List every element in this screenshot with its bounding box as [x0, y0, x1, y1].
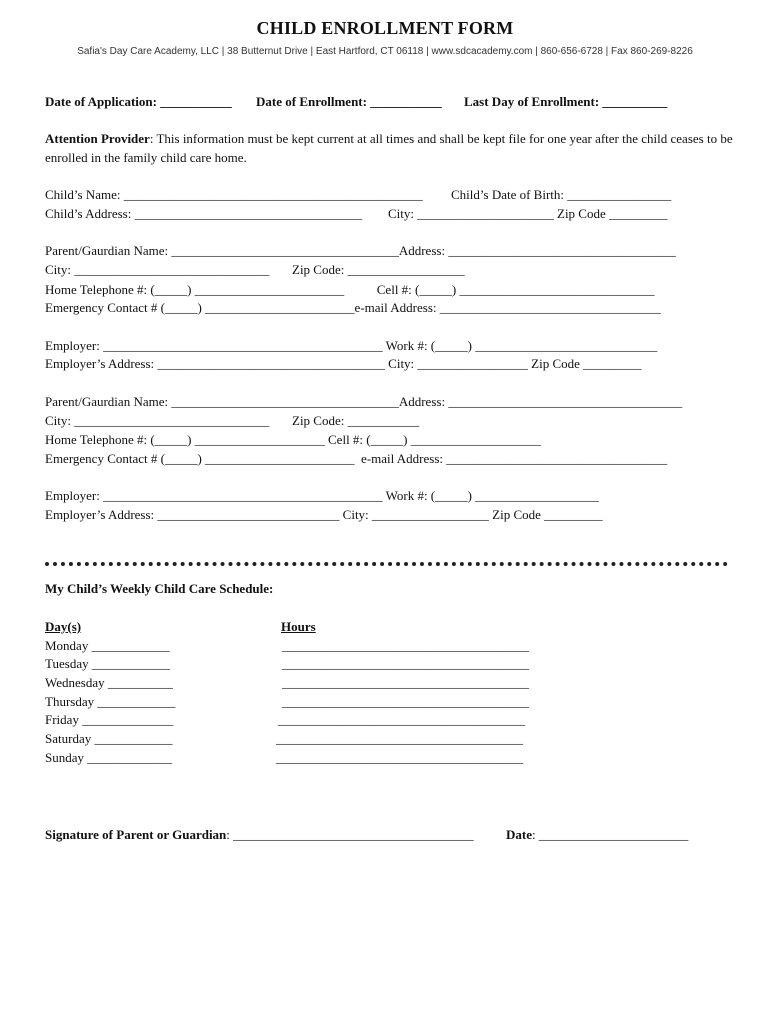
parent1-employer-field[interactable]: Employer: ___________________________________________ Work #: (_____) ____________________________ — [45, 338, 658, 353]
parent2-emergency-email-field[interactable]: Emergency Contact # (_____) _______________________ e-mail Address: __________________________________ — [45, 451, 668, 466]
day-wednesday[interactable]: Wednesday __________ — [45, 675, 173, 690]
last-day-of-enrollment[interactable]: Last Day of Enrollment: __________ — [464, 94, 668, 109]
child-address-field[interactable]: Child’s Address: ___________________________________ — [45, 206, 363, 221]
attention-provider-notice — [45, 129, 735, 167]
attention-text: : This information must be kept current at all times and shall be kept file for one year after the child ceases to be enrolled in the family child care home. — [45, 131, 733, 165]
signature-date-row[interactable] — [506, 827, 688, 843]
parent1-city-zip-field[interactable]: City: ______________________________ Zip Code: __________________ — [45, 262, 465, 277]
day-thursday[interactable]: Thursday ____________ — [45, 694, 176, 709]
schedule-heading: My Child’s Weekly Child Care Schedule: — [45, 581, 274, 596]
parent1-emergency-email-field[interactable]: Emergency Contact # (_____) _______________________e-mail Address: __________________________________ — [45, 300, 661, 315]
date-of-application[interactable]: Date of Application: ___________ — [45, 94, 232, 109]
hours-saturday[interactable]: ______________________________________ — [276, 731, 523, 746]
day-saturday[interactable]: Saturday ____________ — [45, 731, 173, 746]
date-label: Date — [506, 827, 532, 842]
parent2-name-address-field[interactable]: Parent/Gaurdian Name: ___________________________________Address: ____________________________________ — [45, 394, 683, 409]
day-sunday[interactable]: Sunday _____________ — [45, 750, 172, 765]
parent2-city-zip-field[interactable]: City: ______________________________ Zip Code: ___________ — [45, 413, 420, 428]
form-title: CHILD ENROLLMENT FORM — [256, 18, 514, 38]
child-city-zip-field[interactable]: City: _____________________ Zip Code _________ — [388, 206, 668, 221]
child-name-field[interactable]: Child’s Name: ______________________________________________ — [45, 187, 423, 202]
signature-label: Signature of Parent or Guardian — [45, 827, 227, 842]
parent1-name-address-field[interactable]: Parent/Gaurdian Name: ___________________________________Address: ___________________________________ — [45, 243, 676, 258]
hours-wednesday[interactable]: ______________________________________ — [282, 675, 529, 690]
academy-contact-info: Safia's Day Care Academy, LLC | 38 Butternut Drive | East Hartford, CT 06118 | www.sdcacademy.com | 860-656-6728 | Fax 860-269-8226 — [77, 46, 693, 57]
parent1-home-cell-field[interactable]: Home Telephone #: (_____) _______________________ Cell #: (_____) ______________________________ — [45, 282, 655, 297]
parent2-home-cell-field[interactable]: Home Telephone #: (_____) ____________________ Cell #: (_____) ____________________ — [45, 432, 541, 447]
hours-column-header: Hours — [281, 619, 316, 634]
parent2-employer-field[interactable]: Employer: ___________________________________________ Work #: (_____) ___________________ — [45, 488, 599, 503]
signature-line[interactable]: : _____________________________________ — [226, 827, 474, 842]
date-line[interactable]: : _______________________ — [532, 827, 689, 842]
parent1-employer-address-field[interactable]: Employer’s Address: ___________________________________ City: _________________ Zip Code _________ — [45, 356, 642, 371]
hours-friday[interactable]: ______________________________________ — [278, 712, 525, 727]
parent2-employer-address-field[interactable]: Employer’s Address: ____________________________ City: __________________ Zip Code _________ — [45, 507, 603, 522]
hours-monday[interactable]: ______________________________________ — [282, 638, 529, 653]
hours-thursday[interactable]: ______________________________________ — [282, 694, 529, 709]
day-friday[interactable]: Friday ______________ — [45, 712, 174, 727]
days-column-header: Day(s) — [45, 619, 82, 634]
dotted-divider — [45, 562, 728, 566]
hours-tuesday[interactable]: ______________________________________ — [282, 656, 529, 671]
day-tuesday[interactable]: Tuesday ____________ — [45, 656, 170, 671]
date-of-enrollment[interactable]: Date of Enrollment: ___________ — [256, 94, 442, 109]
day-monday[interactable]: Monday ____________ — [45, 638, 170, 653]
hours-sunday[interactable]: ______________________________________ — [276, 750, 523, 765]
signature-row[interactable] — [45, 827, 474, 843]
attention-label: Attention Provider — [45, 131, 150, 146]
child-dob-field[interactable]: Child’s Date of Birth: ________________ — [451, 187, 672, 202]
